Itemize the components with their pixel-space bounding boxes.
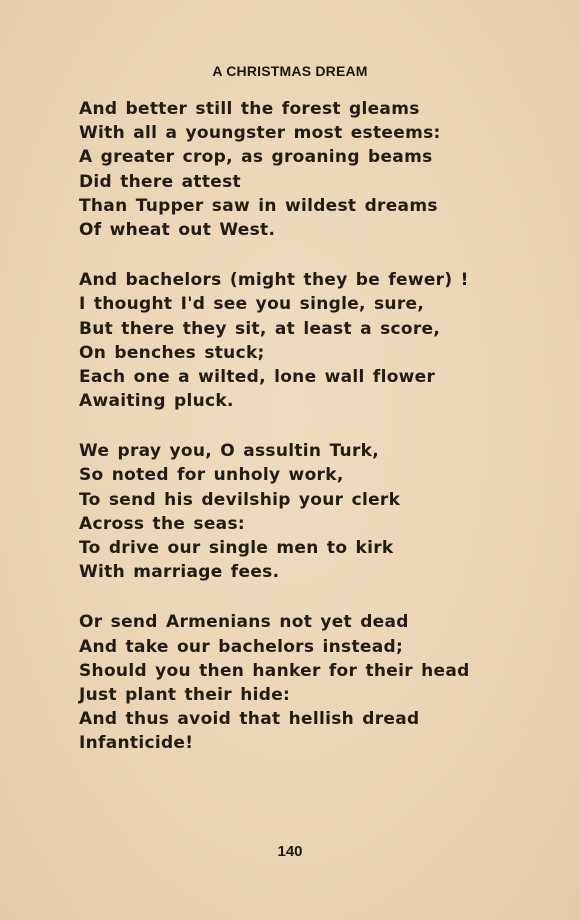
stanza-4: [79, 610, 549, 755]
running-title: A CHRISTMAS DREAM: [212, 63, 368, 79]
poem-line: With marriage fees.: [79, 562, 280, 583]
poem-line: So noted for unholy work,: [79, 465, 344, 486]
poem-line: And thus avoid that hellish dread: [79, 709, 420, 730]
poem-line: But there they sit, at least a score,: [79, 318, 441, 339]
poem-line: On benches stuck;: [79, 342, 265, 363]
poem-line: With all a youngster most esteems:: [79, 123, 441, 144]
poem-line: Did there attest: [79, 171, 241, 192]
poem-body: [79, 97, 549, 782]
poem-line: Infanticide!: [79, 733, 194, 754]
poem-line: Just plant their hide:: [79, 684, 291, 705]
poem-line: Or send Armenians not yet dead: [79, 612, 409, 633]
page-number: 140: [277, 843, 303, 860]
poem-line: Should you then hanker for their head: [79, 660, 470, 681]
poem-line: To drive our single men to kirk: [79, 538, 394, 558]
poem-line: Across the seas:: [79, 513, 245, 534]
poem-line: And better still the forest gleams: [79, 99, 420, 119]
poem-line: Each one a wilted, lone wall flower: [79, 366, 436, 387]
poem-line: We pray you, O assultin Turk,: [79, 441, 379, 462]
poem-line: Awaiting pluck.: [79, 391, 234, 412]
poem-line: Of wheat out West.: [79, 219, 276, 240]
poem-line: To send his devilship your clerk: [79, 489, 401, 510]
stanza-1: [79, 97, 549, 242]
poem-line: Than Tupper saw in wildest dreams: [79, 195, 438, 216]
poem-line: A greater crop, as groaning beams: [79, 147, 433, 168]
stanza-2: [79, 268, 549, 413]
poem-line: I thought I'd see you single, sure,: [79, 294, 425, 315]
stanza-3: [79, 439, 549, 584]
poem-line: And bachelors (might they be fewer) !: [79, 270, 469, 291]
poem-line: And take our bachelors instead;: [79, 636, 404, 657]
